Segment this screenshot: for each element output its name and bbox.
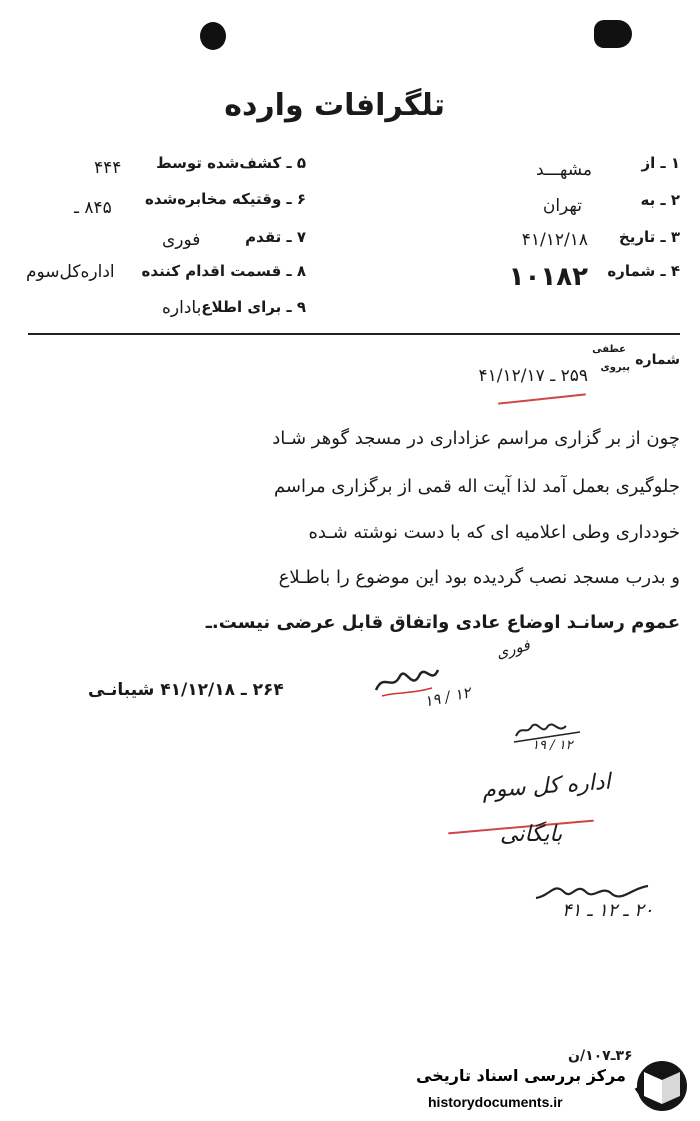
field-value: تهران xyxy=(542,196,582,216)
book-emblem-icon xyxy=(628,1058,690,1114)
punch-hole-mark xyxy=(594,20,632,48)
handwritten-urgent-note: فوری xyxy=(494,635,532,663)
field-label: ۶ ـ وقتیکه مخابره‌شده xyxy=(145,190,306,208)
handwritten-archive-note: بایگانی xyxy=(500,822,563,847)
field-value: مشهـــد xyxy=(536,160,592,180)
field-value: ۱۰۱۸۲ xyxy=(508,262,588,292)
document-file-code: ۳۶ـ۱۰۷/ن xyxy=(568,1048,633,1064)
reference-stack-top: عطفی xyxy=(592,344,626,355)
field-value: باداره xyxy=(162,298,202,318)
sender-signature-line: ۲۶۴ ـ ۴۱/۱۲/۱۸ شیبانـی xyxy=(88,680,284,700)
field-label: ۳ ـ تاریخ xyxy=(618,228,680,246)
field-value: ۴۴۴ xyxy=(94,158,122,178)
handwritten-initials-date: ۱۹ / ۱۲ xyxy=(532,738,573,753)
field-label: ۹ ـ برای اطلاع xyxy=(201,298,306,316)
archive-website[interactable]: historydocuments.ir xyxy=(428,1094,563,1110)
punch-hole-mark xyxy=(200,22,226,50)
message-line: خودداری وطی اعلامیه ای که با دست نوشته شـده xyxy=(308,522,680,543)
message-line: چون از بر گزاری مراسم عزاداری در مسجد گوهر شـاد xyxy=(272,428,680,449)
handwritten-closing-date: ۲۰ ـ ۱۲ ـ ۴۱ xyxy=(562,900,654,921)
field-label: ۲ ـ به xyxy=(640,191,680,209)
reference-label: شماره xyxy=(635,352,680,368)
field-label: ۴ ـ شماره xyxy=(607,262,680,280)
message-line: و بدرب مسجد نصب گردیده بود این موضوع را باطـلاع xyxy=(278,567,680,588)
field-label: ۱ ـ از xyxy=(641,154,680,172)
handwritten-date: ۱۹ / ۱۲ xyxy=(422,683,473,711)
red-underline xyxy=(498,393,586,404)
handwritten-routing-note: اداره کل سوم xyxy=(481,769,612,804)
field-value: ۸۴۵ ـ xyxy=(74,198,112,218)
field-value: فوری xyxy=(162,230,201,250)
field-value: اداره‌کل‌سوم xyxy=(26,262,115,282)
field-label: ۵ ـ کشف‌شده توسط xyxy=(156,154,306,172)
field-label: ۷ ـ تقدم xyxy=(245,228,306,246)
reference-value: ۲۵۹ ـ ۴۱/۱۲/۱۷ xyxy=(478,366,588,386)
archive-center-name: مرکز بررسی اسناد تاریخی xyxy=(416,1066,626,1085)
message-line: جلوگیری بعمل آمد لذا آیت اله قمی از برگزاری مراسم xyxy=(273,476,680,497)
header-divider xyxy=(28,333,680,335)
reference-stack-bottom: پیروی xyxy=(600,362,630,373)
field-value: ۴۱/۱۲/۱۸ xyxy=(521,230,588,250)
message-line: عموم رسانـد اوضاع عادی واتفاق قابل عرضی نیست.ـ xyxy=(205,612,680,633)
form-title: تلگرافات وارده xyxy=(224,88,445,123)
field-label: ۸ ـ قسمت اقدام کننده xyxy=(141,262,306,280)
